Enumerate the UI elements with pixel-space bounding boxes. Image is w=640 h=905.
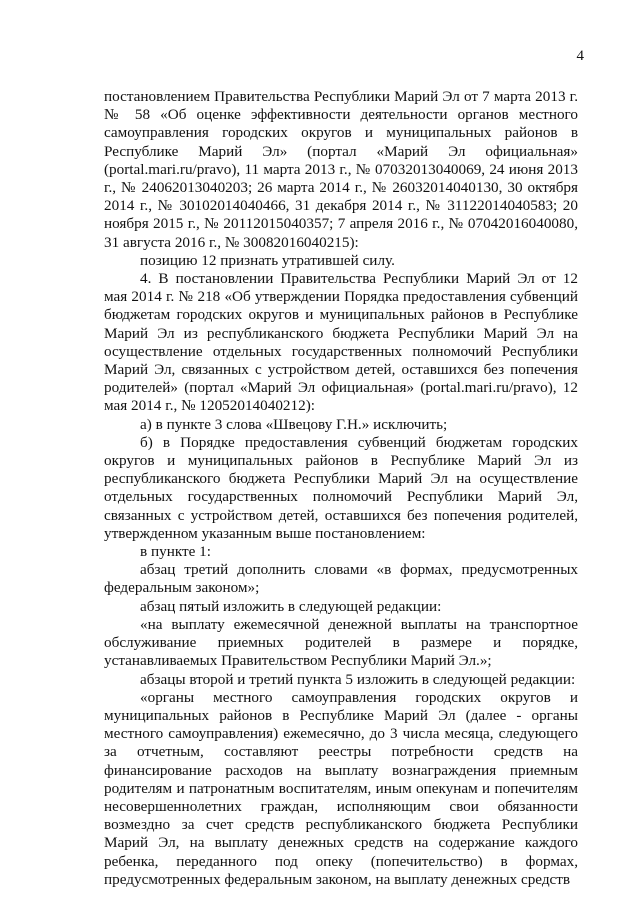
paragraph-2: позицию 12 признать утратившей силу. bbox=[140, 251, 395, 269]
paragraph-11: «органы местного самоуправления городских округов и муниципальных районов в Республике Марий Эл (далее - органы местного самоуправления) ежемесячно, до 3 числа месяца, следующего за отчетным, составляют реестры потребности средств на финансирование расходов на выплату вознаграждения приемным родителям и патронатным воспитателям, иным опекунам и попечителям несовершеннолетних граждан, исполняющим свои обязанности возмездно за счет средств республиканского бюджета Республики Марий Эл, на выплату денежных средств на содержание каждого ребенка, переданного под опеку (попечительство) в формах, предусмотренных федеральным законом, на выплату денежных средств bbox=[104, 688, 578, 888]
document-body bbox=[104, 88, 578, 889]
page-number: 4 bbox=[576, 48, 584, 64]
paragraph-5: б) в Порядке предоставления субвенций бюджетам городских округов и муниципальных районов в Республике Марий Эл из республиканского бюджета Республики Марий Эл на осуществление отдельных государственных полномочий Республики Марий Эл, связанных с устройством детей, оставшихся без попечения родителей, утвержденном указанным выше постановлением: bbox=[104, 433, 578, 542]
paragraph-7: абзац третий дополнить словами «в формах, предусмотренных федеральным законом»; bbox=[104, 561, 578, 597]
paragraph-8: абзац пятый изложить в следующей редакции: bbox=[140, 597, 442, 615]
paragraph-6: в пункте 1: bbox=[140, 543, 211, 561]
paragraph-4: а) в пункте 3 слова «Швецову Г.Н.» исключить; bbox=[140, 415, 448, 433]
paragraph-10: абзацы второй и третий пункта 5 изложить в следующей редакции: bbox=[140, 670, 576, 688]
paragraph-9: «на выплату ежемесячной денежной выплаты на транспортное обслуживание приемных родителей в размере и порядке, устанавливаемых Правительством Республики Марий Эл.»; bbox=[104, 615, 578, 670]
paragraph-1: постановлением Правительства Республики Марий Эл от 7 марта 2013 г. № 58 «Об оценке эффективности деятельности органов местного самоуправления городских округов и муниципальных районов в Республике Марий Эл» (портал «Марий Эл официальная» (portal.mari.ru/pravo), 11 марта 2013 г., № 07032013040069, 24 июня 2013 г., № 24062013040203; 26 марта 2014 г., № 26032014040130, 30 октября 2014 г., № 30102014040466, 31 декабря 2014 г., № 31122014040583; 20 ноября 2015 г., № 20112015040357; 7 апреля 2016 г., № 07042016040080, 31 августа 2016 г., № 30082016040215): bbox=[104, 88, 578, 251]
paragraph-3: 4. В постановлении Правительства Республики Марий Эл от 12 мая 2014 г. № 218 «Об утверждении Порядка предоставления субвенций бюджетам городских округов и муниципальных районов в Республике Марий Эл из республиканского бюджета Республики Марий Эл на осуществление отдельных государственных полномочий Республики Марий Эл, связанных с устройством детей, оставшихся без попечения родителей» (портал «Марий Эл официальная» (portal.mari.ru/pravo), 12 мая 2014 г., № 12052014040212): bbox=[104, 270, 578, 415]
